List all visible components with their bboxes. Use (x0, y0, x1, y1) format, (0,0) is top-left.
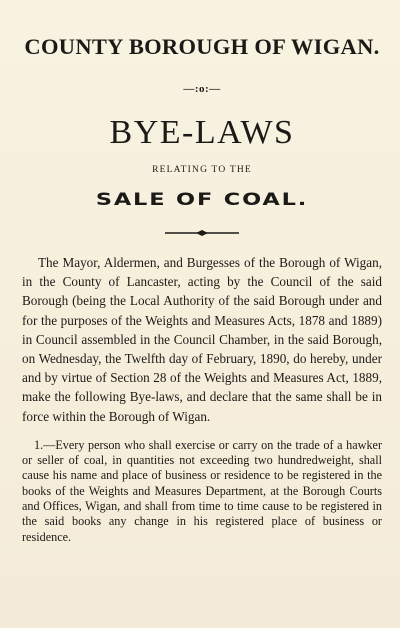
separator-ornament: —:o:— (183, 83, 221, 95)
clause-1-paragraph: 1.—Every person who shall exercise or carry on the trade of a hawker or seller of coal, in quantities not exceeding two hundredweight, shall cause his name and place of business or residence to be registered in the books of the Weights and Measures Department, at the Borough Courts and Offices, Wigan, and shall from time to time cause to be registered in the said books any change in his registered place of business or residence. (22, 437, 382, 544)
preamble-paragraph: The Mayor, Aldermen, and Burgesses of the Borough of Wigan, in the County of Lancaster, acting by the Council of the said Borough (being the Local Authority of the said Borough under and for the purposes of the Weights and Measures Acts, 1878 and 1889) in Council assembled in the Council Chamber, in the said Borough, on Wednesday, the Twelfth day of February, 1890, do hereby, under and by virtue of Section 28 of the Weights and Measures Act, 1889, make the following Bye-laws, and declare that the same shall be in force within the Borough of Wigan. (22, 255, 382, 424)
relating-line: RELATING TO THE (152, 165, 252, 175)
document-title: COUNTY BOROUGH OF WIGAN. (24, 34, 380, 59)
subject-heading: SALE OF COAL. (95, 190, 309, 210)
bye-laws-heading: BYE-LAWS (109, 114, 295, 151)
decorative-rule-icon (165, 229, 239, 237)
